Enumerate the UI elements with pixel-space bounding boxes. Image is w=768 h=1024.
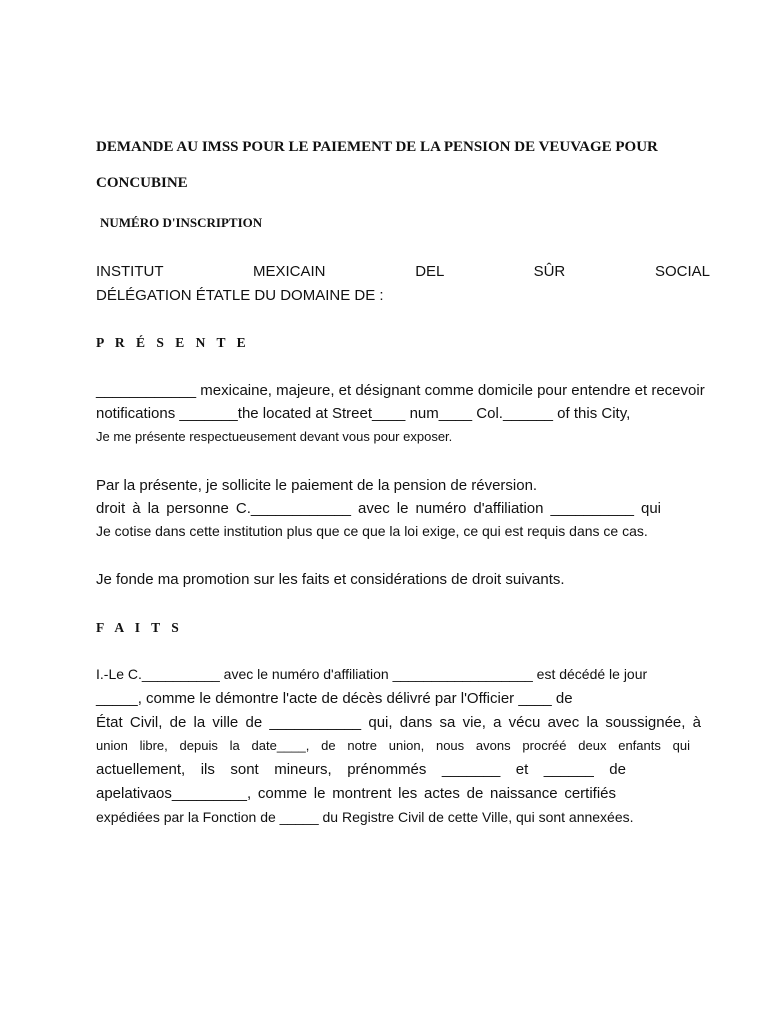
intro-line-2: notifications _______the located at Street____ num____ Col.______ of this City,	[96, 405, 631, 422]
addressee-line-2: DÉLÉGATION ÉTATLE DU DOMAINE DE :	[96, 287, 384, 304]
intro-line-3: Je me présente respectueusement devant vous pour exposer.	[96, 429, 453, 444]
facts-line-3: État Civil, de la ville de ___________ qui, dans sa vie, a vécu avec la soussignée, à	[96, 714, 701, 731]
request-line-2: droit à la personne C.____________ avec le numéro d'affiliation __________ qui	[96, 500, 661, 517]
request-line-3: Je cotise dans cette institution plus que ce que la loi exige, ce qui est requis dans ce cas.	[96, 523, 648, 539]
document-title-line-2: CONCUBINE	[96, 175, 188, 191]
heading-faits: F A I T S	[96, 620, 183, 635]
inscription-number-label: NUMÉRO D'INSCRIPTION	[100, 215, 263, 230]
facts-line-5: actuellement, ils sont mineurs, prénommés _______ et ______ de	[96, 761, 626, 778]
facts-line-4: union libre, depuis la date____, de notre union, nous avons procréé deux enfants qui	[96, 738, 690, 753]
intro-line-1: ____________ mexicaine, majeure, et désignant comme domicile pour entendre et recevoir	[96, 382, 705, 399]
document-title-line-1: DEMANDE AU IMSS POUR LE PAIEMENT DE LA PENSION DE VEUVAGE POUR	[96, 139, 658, 155]
facts-line-7: expédiées par la Fonction de _____ du Registre Civil de cette Ville, qui sont annexées.	[96, 809, 634, 825]
facts-line-2: _____, comme le démontre l'acte de décès délivré par l'Officier ____ de	[96, 690, 573, 707]
addressee-line-1: INSTITUT MEXICAIN DEL SÛR SOCIAL	[96, 263, 710, 280]
request-line-1: Par la présente, je sollicite le paiement de la pension de réversion.	[96, 477, 538, 494]
facts-line-1: I.-Le C.__________ avec le numéro d'affiliation __________________ est décédé le jour	[96, 666, 648, 682]
facts-line-6: apelativaos_________, comme le montrent les actes de naissance certifiés	[96, 785, 616, 802]
heading-presente: P R É S E N T E	[96, 335, 250, 350]
foundation-line: Je fonde ma promotion sur les faits et considérations de droit suivants.	[96, 571, 565, 588]
